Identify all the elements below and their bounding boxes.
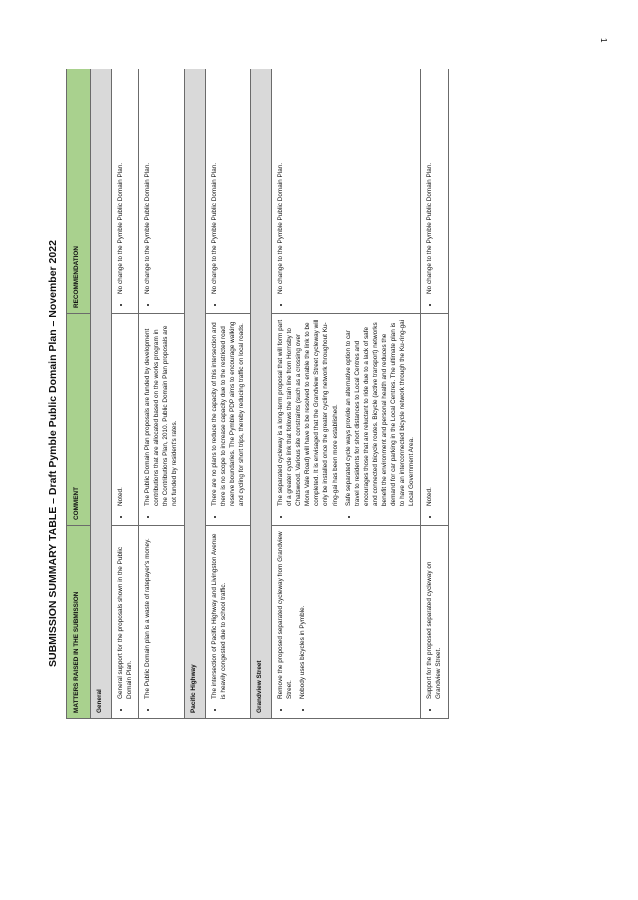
- section-row-pacific-highway: [184, 69, 205, 719]
- page-number: 1: [599, 38, 608, 43]
- list-item: • Safe separated cycle ways provide an alternative option to car travel to residents for short distances to Local Centres and encourages those that are reluctant to ride due to a lack of safe and connected bicycle routes. Bicycle (active transport) networks benefit the environment and personal health and reduces the demand for car parking in the Local Centres. The ultimate plan is to have an interconnected bicycle network through the Ku-ring-gai Local Government Area.: [344, 319, 417, 508]
- document-title-text: SUBMISSION SUMMARY TABLE – Draft Pymble Public Domain Plan – November 2022: [47, 240, 59, 667]
- list-item: • The Public Domain Plan proposals are funded by development contributions that are allocated based on the works program in the Contributions Plan, 2010. Public Domain Plan proposals are not funded by resident's rates.: [143, 319, 179, 508]
- submission-summary-table: [66, 69, 449, 719]
- matters-cell: [421, 526, 448, 719]
- table-row: [139, 69, 184, 719]
- table-row: [205, 69, 250, 719]
- matters-cell: [271, 526, 420, 719]
- list-item: • The intersection of Pacific Highway and Livingston Avenue is heavily congested due to school traffic.: [210, 531, 228, 701]
- section-row-grandview-street: [250, 69, 271, 719]
- recommendation-cell: [205, 69, 250, 314]
- list-item: • No change to the Pymble Public Domain Plan.: [116, 74, 125, 296]
- list-item: • The separated cycleway is a long-term proposal that will form part of a greater cycle link that follows the train line from Hornsby to Chatswood. Various site constraints (such as a crossing over Mona Vale Road) will have to be resolved to enable the link to be completed. It is envisaged that the Grandview Street cycleway will only be installed once the greater cycling network throughout Ku-ring-gai has been more established.: [276, 319, 340, 508]
- list-item: • Noted.: [116, 319, 125, 508]
- list-item: • No change to the Pymble Public Domain Plan.: [210, 74, 219, 296]
- recommendation-cell: [421, 69, 448, 314]
- table-row: [271, 69, 420, 719]
- list-item: • No change to the Pymble Public Domain Plan.: [276, 74, 285, 296]
- section-label: General: [91, 69, 112, 719]
- list-item: • Noted.: [425, 319, 434, 508]
- summary-table-container: [66, 69, 568, 719]
- comment-cell: [205, 314, 250, 526]
- list-item: • No change to the Pymble Public Domain Plan.: [425, 74, 434, 296]
- matters-cell: [112, 526, 139, 719]
- list-item: • Remove the proposed separated cycleway from Grandview Street.: [276, 531, 294, 701]
- list-item: • General support for the proposals shown in the Public Domain Plan.: [116, 531, 134, 701]
- section-row-general: [91, 69, 112, 719]
- table-row: [112, 69, 139, 719]
- section-label: Pacific Highway: [184, 69, 205, 719]
- matters-cell: [205, 526, 250, 719]
- recommendation-cell: [112, 69, 139, 314]
- comment-cell: [139, 314, 184, 526]
- list-item: • No change to the Pymble Public Domain Plan.: [143, 74, 152, 296]
- header-recommendation: RECOMMENDATION: [67, 69, 91, 314]
- recommendation-cell: [139, 69, 184, 314]
- table-row: [421, 69, 448, 719]
- list-item: • There are no plans to reduce the capacity of this intersection and there is no scope to increase capacity due to the restricted road reserve boundaries. The Pymble PDP aims to encourage walking and cycling for short trips, thereby reducing traffic on local roads.: [210, 319, 246, 508]
- comment-cell: [271, 314, 420, 526]
- section-label: Grandview Street: [250, 69, 271, 719]
- header-matters: MATTERS RAISED IN THE SUBMISSION: [67, 526, 91, 719]
- comment-cell: [421, 314, 448, 526]
- recommendation-cell: [271, 69, 420, 314]
- list-item: • The Public Domain plan is a waste of ratepayer's money.: [143, 531, 152, 701]
- header-comment: COMMENT: [67, 314, 91, 526]
- list-item: • Nobody uses bicycles in Pymble.: [298, 531, 307, 701]
- table-header-row: [67, 69, 91, 719]
- matters-cell: [139, 526, 184, 719]
- list-item: • Support for the proposed separated cycleway on Grandview Street.: [425, 531, 443, 701]
- comment-cell: [112, 314, 139, 526]
